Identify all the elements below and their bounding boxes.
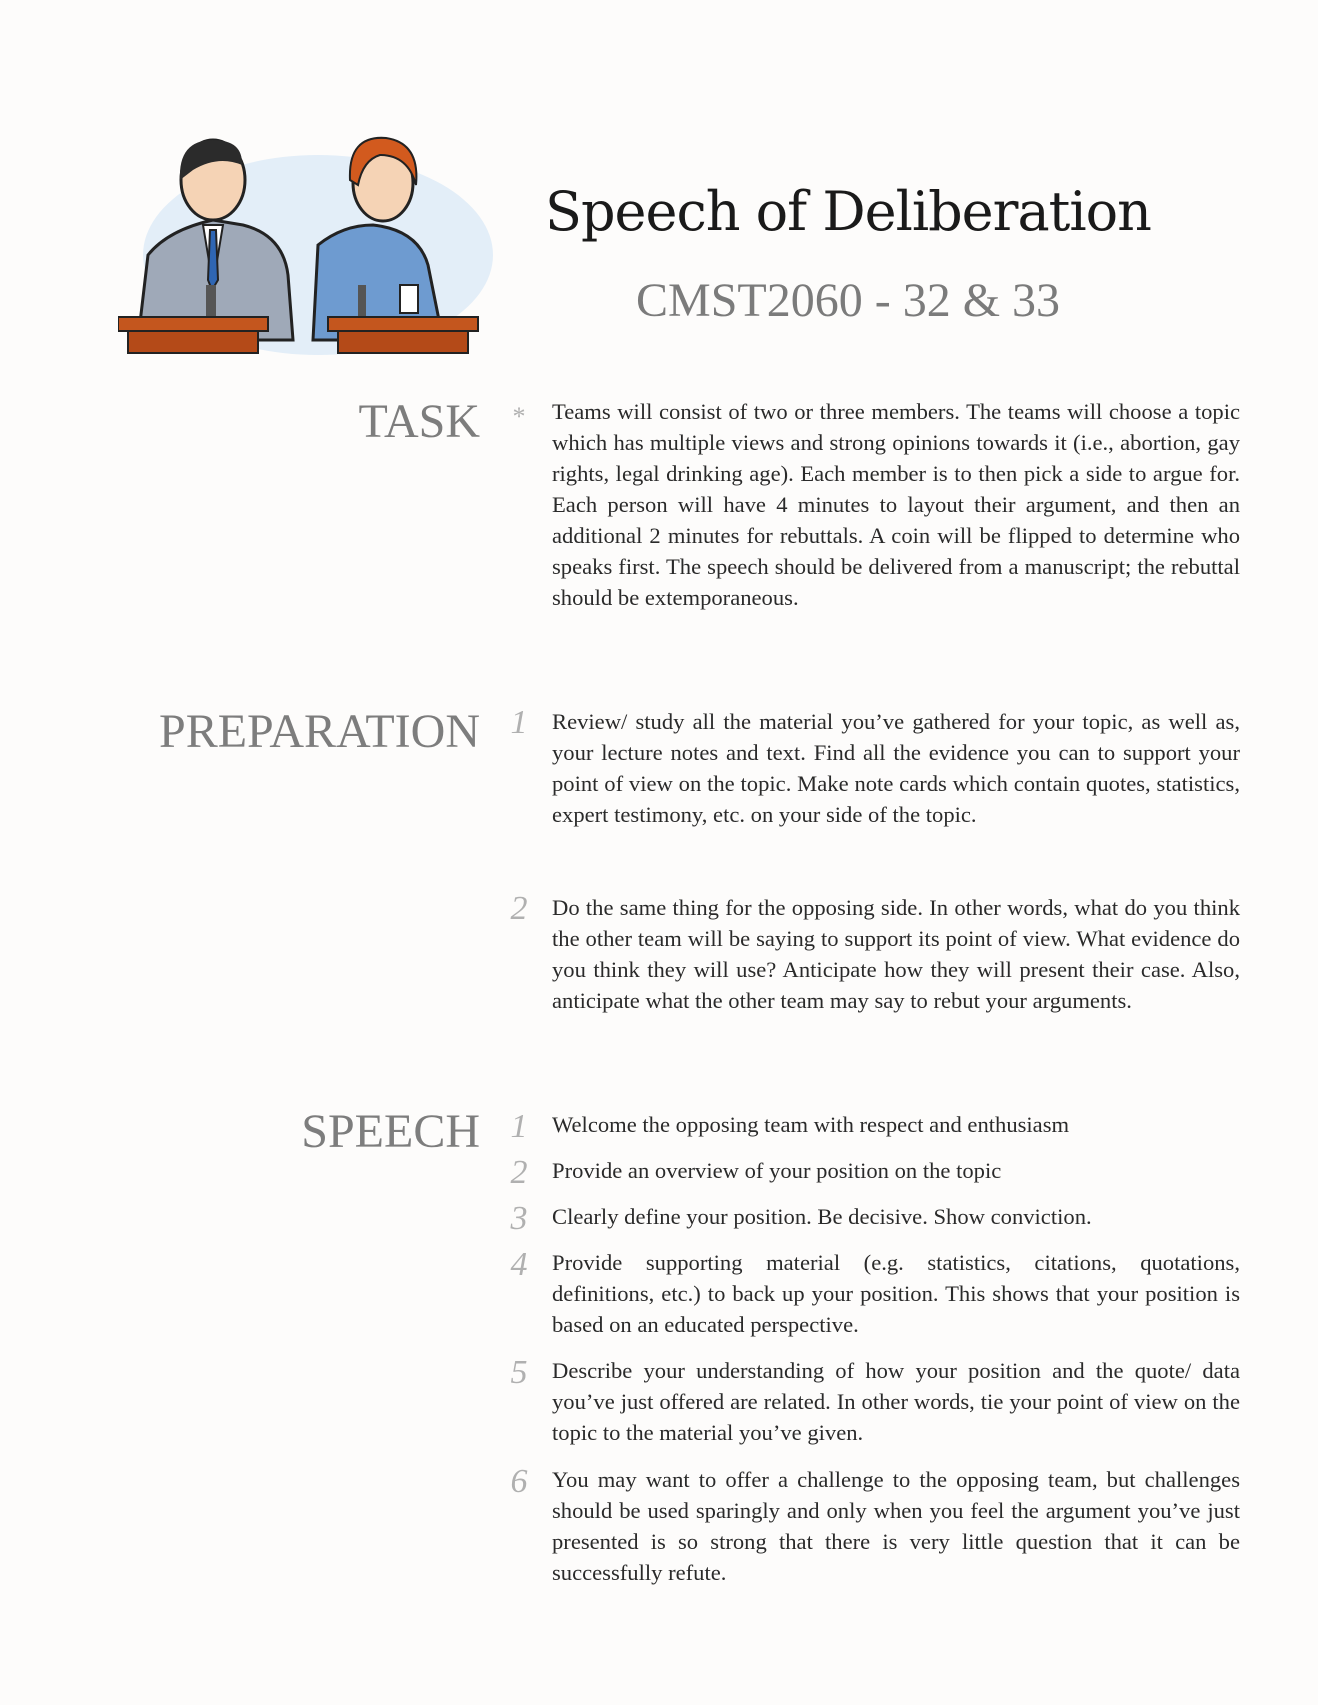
task-description: Teams will consist of two or three members. The teams will choose a topic which has multiple views and strong opinions towards it (i.e., abortion, gay rights, legal drinking age). Each member is to then pick a side to argue for. Each person will have 4 minutes to layout their argument, and then an additional 2 minutes for rebuttals. A coin will be flipped to determine who speaks first. The speech should be delivered from a manuscript; the rebuttal should be extemporaneous.: [552, 399, 1240, 610]
step-number: 2: [510, 1154, 528, 1191]
step-number: 1: [510, 704, 528, 741]
preparation-heading: PREPARATION: [159, 705, 480, 758]
speech-step: Welcome the opposing team with respect and enthusiasm: [552, 1112, 1070, 1137]
speech-step: Clearly define your position. Be decisive. Show conviction.: [552, 1204, 1092, 1229]
page-title: Speech of Deliberation: [545, 180, 1151, 243]
speech-step: You may want to offer a challenge to the opposing team, but challenges should be used sparingly and only when you feel the argument you’ve just presented is so strong that there is very little question that it can be successfully refute.: [552, 1467, 1240, 1585]
speech-heading: SPEECH: [301, 1105, 480, 1158]
step-number: 2: [510, 890, 528, 927]
preparation-step: Review/ study all the material you’ve gathered for your topic, as well as, your lecture notes and text. Find all the evidence you can to support your point of view on the topic. Make note cards which contain quotes, statistics, expert testimony, etc. on your side of the topic.: [552, 709, 1240, 827]
preparation-step: Do the same thing for the opposing side. In other words, what do you think the other team will be saying to support its point of view. What evidence do you think they will use? Anticipate how they will present their case. Also, anticipate what the other team may say to rebut your arguments.: [552, 895, 1240, 1013]
step-number: 6: [510, 1463, 528, 1500]
course-subtitle: CMST2060 - 32 & 33: [636, 274, 1061, 327]
step-number: 4: [510, 1246, 528, 1283]
debate-clipart-image: [118, 135, 498, 360]
speech-step: Describe your understanding of how your position and the quote/ data you’ve just offered are related. In other words, tie your point of view on the topic to the material you’ve given.: [552, 1358, 1240, 1445]
task-heading: TASK: [358, 395, 480, 448]
step-number: 3: [510, 1200, 528, 1237]
step-number: 1: [510, 1108, 528, 1145]
speech-step: Provide an overview of your position on the topic: [552, 1158, 1002, 1183]
speech-step: Provide supporting material (e.g. statistics, citations, quotations, definitions, etc.) to back up your position. This shows that your position is based on an educated perspective.: [552, 1250, 1240, 1337]
task-bullet-marker: *: [512, 402, 526, 431]
step-number: 5: [510, 1354, 528, 1391]
